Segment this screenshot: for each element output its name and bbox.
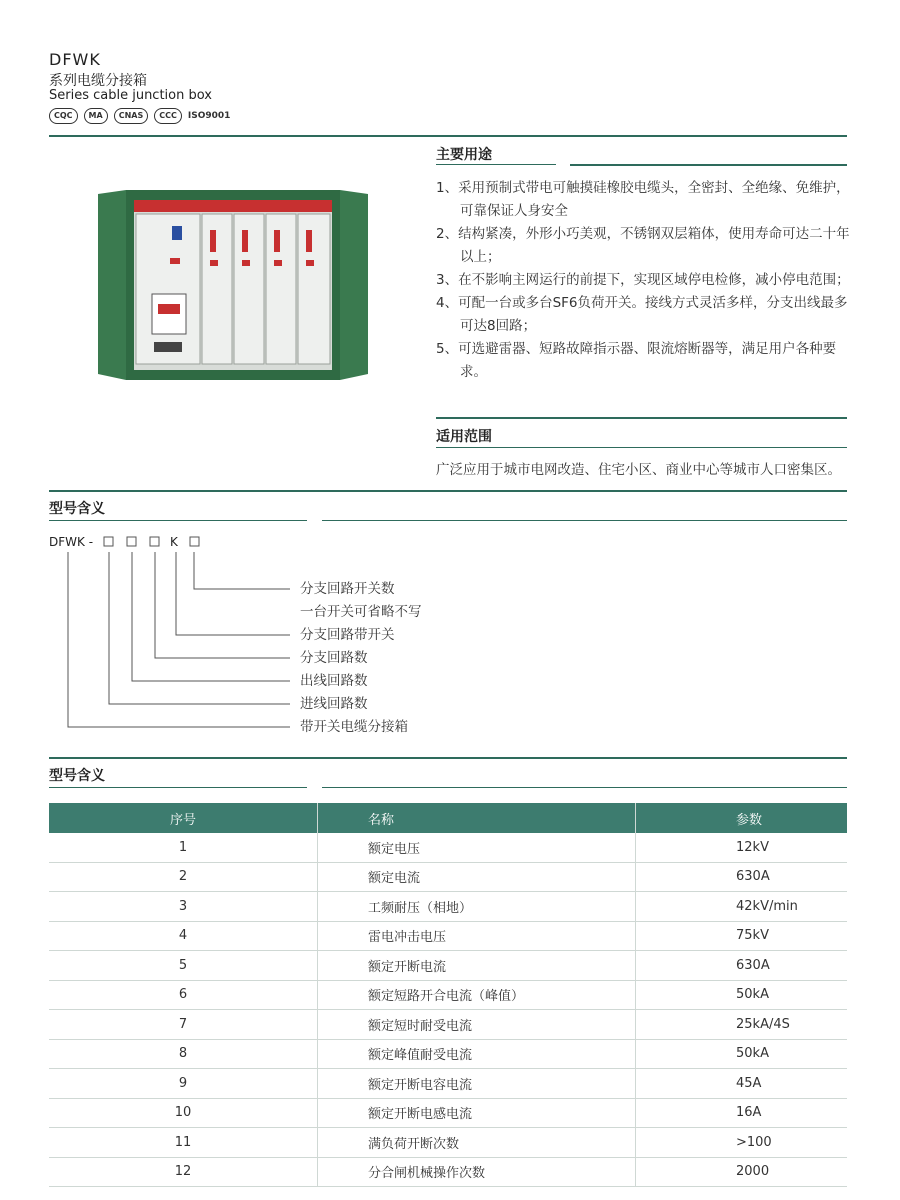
code-dash: - — [88, 535, 94, 549]
row-no: 12 — [49, 1157, 318, 1187]
row-value: >100 — [636, 1128, 848, 1158]
leader-line-6 — [68, 552, 290, 727]
row-name: 额定短时耐受电流 — [318, 1010, 636, 1040]
table-row — [49, 1157, 847, 1187]
row-value: 630A — [636, 951, 848, 981]
table-row — [49, 1128, 847, 1158]
table-row — [49, 1039, 847, 1069]
table-row — [49, 1010, 847, 1040]
leader-line-2 — [176, 552, 290, 635]
row-name: 额定开断电流 — [318, 951, 636, 981]
row-name: 额定短路开合电流（峰值） — [318, 980, 636, 1010]
usage-heading-line — [570, 164, 847, 166]
cnas-logo: CNAS — [114, 108, 149, 124]
legend-incoming-count: 进线回路数 — [300, 696, 368, 712]
row-no: 11 — [49, 1128, 318, 1158]
spec-table — [49, 803, 847, 1187]
spec-heading-line-left — [49, 787, 307, 788]
row-no: 7 — [49, 1010, 318, 1040]
spec-top-line — [49, 757, 847, 759]
usage-item: 5、可选避雷器、短路故障指示器、限流熔断器等，满足用户各种要求。 — [436, 341, 837, 380]
row-name: 雷电冲击电压 — [318, 921, 636, 951]
row-name: 额定电流 — [318, 862, 636, 892]
code-prefix: DFWK — [49, 535, 85, 549]
certification-logos — [49, 108, 230, 124]
row-name: 额定电压 — [318, 833, 636, 862]
table-row — [49, 951, 847, 981]
row-no: 2 — [49, 862, 318, 892]
top-divider — [49, 135, 847, 137]
table-row — [49, 1069, 847, 1099]
cma-logo: MA — [84, 108, 108, 124]
ccc-logo: CCC — [154, 108, 182, 124]
scope-heading: 适用范围 — [436, 429, 492, 445]
table-row — [49, 862, 847, 892]
row-value: 2000 — [636, 1157, 848, 1187]
table-row — [49, 980, 847, 1010]
scope-heading-line — [436, 447, 847, 448]
usage-list — [436, 177, 850, 384]
row-value: 12kV — [636, 833, 848, 862]
legend-branch-switch-count: 分支回路开关数 — [300, 581, 395, 597]
code-k: K — [170, 535, 178, 549]
table-row — [49, 921, 847, 951]
table-header-row — [49, 803, 847, 833]
row-no: 4 — [49, 921, 318, 951]
usage-item: 4、可配一台或多台SF6负荷开关。接线方式灵活多样，分支出线最多可达8回路； — [436, 295, 848, 334]
legend-outgoing-count: 出线回路数 — [300, 673, 368, 689]
row-name: 分合闸机械操作次数 — [318, 1157, 636, 1187]
row-name: 额定峰值耐受电流 — [318, 1039, 636, 1069]
row-no: 9 — [49, 1069, 318, 1099]
usage-heading: 主要用途 — [436, 147, 492, 163]
table-row — [49, 833, 847, 862]
row-no: 3 — [49, 892, 318, 922]
row-name: 工频耐压（相地） — [318, 892, 636, 922]
leader-line-4 — [132, 552, 290, 681]
cqc-logo: CQC — [49, 108, 78, 124]
table-row — [49, 1098, 847, 1128]
row-value: 50kA — [636, 1039, 848, 1069]
usage-item: 1、采用预制式带电可触摸硅橡胶电缆头，全密封、全绝缘、免维护，可靠保证人身安全 — [436, 180, 850, 219]
model-meaning-heading: 型号含义 — [49, 501, 105, 517]
scope-top-line — [436, 417, 847, 419]
code-box-4 — [190, 537, 199, 546]
usage-item: 2、结构紧凑，外形小巧美观，不锈钢双层箱体，使用寿命可达二十年以上； — [436, 226, 850, 265]
col-header-no: 序号 — [49, 803, 318, 833]
usage-heading-underline — [436, 164, 556, 165]
leader-line-1 — [194, 552, 290, 589]
code-box-2 — [127, 537, 136, 546]
row-no: 10 — [49, 1098, 318, 1128]
spec-heading-line-right — [322, 787, 847, 788]
row-value: 75kV — [636, 921, 848, 951]
table-row — [49, 892, 847, 922]
leader-line-3 — [155, 552, 290, 658]
row-value: 16A — [636, 1098, 848, 1128]
code-box-1 — [104, 537, 113, 546]
row-no: 1 — [49, 833, 318, 862]
title-english: Series cable junction box — [49, 88, 212, 103]
spec-heading: 型号含义 — [49, 768, 105, 784]
row-value: 630A — [636, 862, 848, 892]
model-heading-line-right — [322, 520, 847, 521]
row-no: 5 — [49, 951, 318, 981]
row-no: 8 — [49, 1039, 318, 1069]
row-value: 45A — [636, 1069, 848, 1099]
legend-box-type: 带开关电缆分接箱 — [300, 719, 408, 735]
col-header-value: 参数 — [636, 803, 848, 833]
cable-junction-box-image — [98, 186, 368, 382]
legend-single-switch-note: 一台开关可省略不写 — [300, 604, 422, 620]
row-name: 额定开断电感电流 — [318, 1098, 636, 1128]
legend-branch-count: 分支回路数 — [300, 650, 368, 666]
row-name: 额定开断电容电流 — [318, 1069, 636, 1099]
col-header-name: 名称 — [318, 803, 636, 833]
model-heading-line-left — [49, 520, 307, 521]
code-box-3 — [150, 537, 159, 546]
legend-branch-with-switch: 分支回路带开关 — [300, 627, 395, 643]
model-top-line — [49, 490, 847, 492]
row-value: 42kV/min — [636, 892, 848, 922]
row-name: 满负荷开断次数 — [318, 1128, 636, 1158]
scope-text: 广泛应用于城市电网改造、住宅小区、商业中心等城市人口密集区。 — [436, 462, 841, 478]
title-chinese: 系列电缆分接箱 — [49, 73, 147, 89]
row-value: 50kA — [636, 980, 848, 1010]
row-value: 25kA/4S — [636, 1010, 848, 1040]
iso9001-logo: ISO9001 — [187, 111, 231, 121]
model-code: DFWK — [49, 50, 101, 69]
usage-item: 3、在不影响主网运行的前提下，实现区域停电检修，减小停电范围； — [436, 272, 850, 288]
row-no: 6 — [49, 980, 318, 1010]
